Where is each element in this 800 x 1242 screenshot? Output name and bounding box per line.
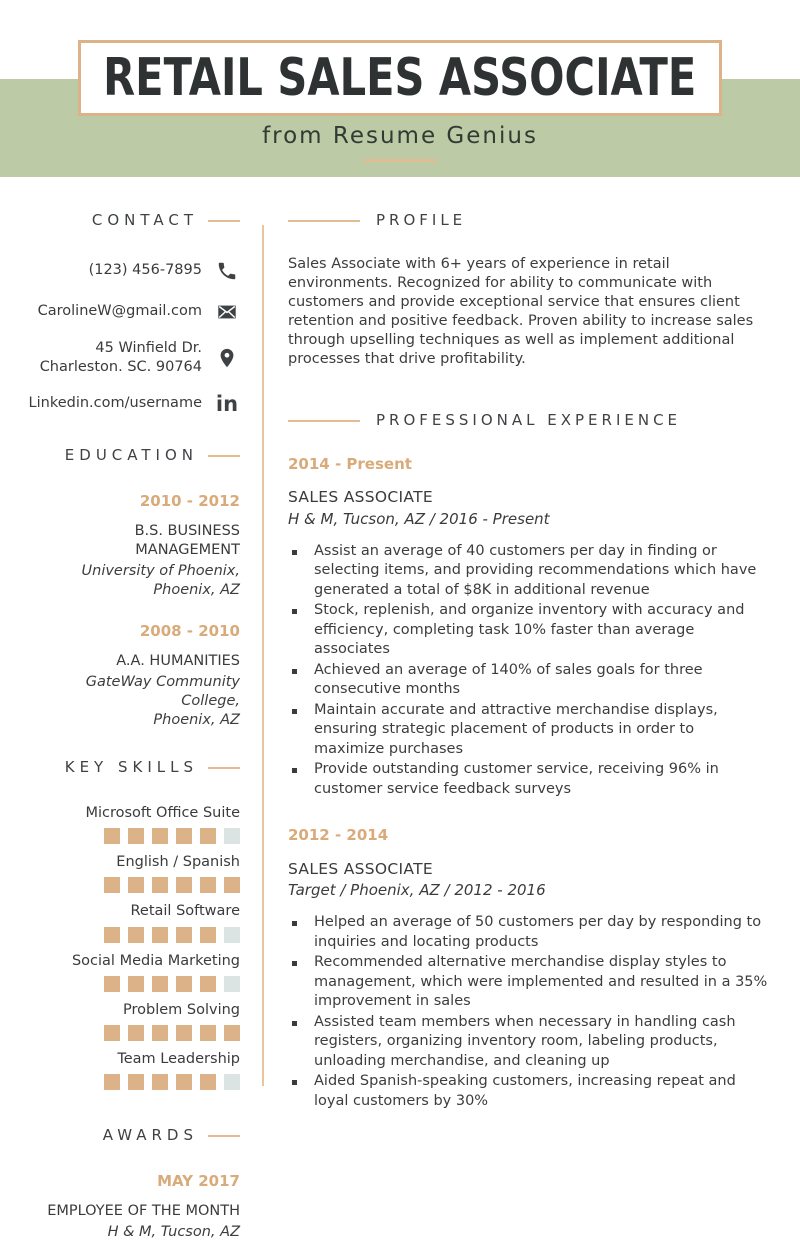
- education-entry: [30, 622, 240, 730]
- content: [0, 177, 800, 1240]
- jobs-list: [288, 455, 768, 1112]
- skill-square-filled: [104, 877, 120, 893]
- contact-line: (123) 456-7895: [88, 262, 202, 279]
- education-heading: [30, 446, 240, 466]
- skill-square-filled: [200, 927, 216, 943]
- skill-square-filled: [128, 1074, 144, 1090]
- award-title: EMPLOYEE OF THE MONTH: [47, 1202, 240, 1219]
- education-school-line: University of Phoenix,: [81, 562, 240, 579]
- header-subtitle: from Resume Genius: [262, 123, 538, 149]
- education-heading-label: EDUCATION: [64, 446, 198, 465]
- education-school-line: Phoenix, AZ: [153, 712, 240, 729]
- job-bullet: Helped an average of 50 customers per day by responding to inquiries and locating products: [288, 913, 768, 952]
- skill-label: Team Leadership: [117, 1050, 240, 1067]
- heading-dash: [208, 767, 240, 769]
- education-school: [30, 673, 240, 730]
- location-icon: [214, 345, 240, 371]
- contact-item: [30, 257, 240, 285]
- skill-square-filled: [176, 976, 192, 992]
- award-entry: [30, 1172, 240, 1242]
- skill-square-filled: [128, 828, 144, 844]
- subtitle-divider: [364, 159, 436, 162]
- skill-label: Microsoft Office Suite: [85, 805, 240, 822]
- skill-square-filled: [128, 877, 144, 893]
- award-date: MAY 2017: [157, 1171, 240, 1190]
- contact-line: Linkedin.com/username: [28, 395, 202, 412]
- phone-icon: [214, 258, 240, 284]
- job-bullet: Assisted team members when necessary in handling cash registers, organizing inventory room, labeling products, unloading merchandise, and cleaning up: [288, 1013, 768, 1072]
- contact-heading: [30, 211, 240, 231]
- skill-level-squares: [30, 828, 240, 844]
- header: [0, 0, 800, 177]
- skill-square-filled: [176, 877, 192, 893]
- skill-square-filled: [224, 1025, 240, 1041]
- job-bullet: Stock, replenish, and organize inventory with accuracy and efficiency, completing task 10% faster than average associates: [288, 601, 768, 660]
- skills-list: [30, 804, 240, 1090]
- education-dates: 2010 - 2012: [139, 491, 240, 510]
- job-bullet: Aided Spanish-speaking customers, increasing repeat and loyal customers by 30%: [288, 1072, 768, 1111]
- email-icon: [214, 299, 240, 325]
- contact-heading-label: CONTACT: [91, 211, 198, 229]
- skill-square-filled: [176, 1025, 192, 1041]
- contact-line: CarolineW@gmail.com: [37, 303, 202, 320]
- skill-square-filled: [176, 828, 192, 844]
- experience-heading-label: PROFESSIONAL EXPERIENCE: [376, 410, 682, 429]
- heading-dash: [208, 1135, 240, 1137]
- contact-item: [30, 390, 240, 418]
- skills-heading-label: KEY SKILLS: [64, 758, 198, 777]
- awards-list: [30, 1172, 240, 1242]
- skill-square-filled: [176, 1074, 192, 1090]
- education-school-line: Phoenix, AZ: [153, 582, 240, 599]
- heading-dash: [288, 220, 360, 222]
- skill-square-filled: [152, 877, 168, 893]
- skill-square-empty: [224, 828, 240, 844]
- contact-text: [40, 339, 202, 377]
- skill-level-squares: [30, 1074, 240, 1090]
- skill-square-filled: [128, 927, 144, 943]
- skill-label: English / Spanish: [116, 854, 240, 871]
- skill-square-filled: [200, 976, 216, 992]
- job-bullet: Maintain accurate and attractive merchandise displays, ensuring strategic placement of products in order to maximize purchases: [288, 701, 768, 760]
- job-entry: [288, 455, 768, 800]
- profile-text: Sales Associate with 6+ years of experience in retail environments. Recognized for ability to communicate with customers and provide exceptional service that ensures client retention and positive feedback. Proven ability to increase sales through upselling techniques as well as implement additional processes that drive profitability.: [288, 255, 754, 367]
- job-bullet: Provide outstanding customer service, receiving 96% in customer service feedback surveys: [288, 760, 768, 799]
- skill-item: [30, 1050, 240, 1090]
- skill-item: [30, 853, 240, 893]
- heading-dash: [208, 220, 240, 222]
- contact-line: Charleston. SC. 90764: [39, 358, 202, 375]
- education-school: [30, 562, 240, 600]
- skill-square-filled: [200, 828, 216, 844]
- linkedin-icon: in: [215, 391, 239, 416]
- skill-item: [30, 1001, 240, 1041]
- heading-dash: [208, 455, 240, 457]
- profile-heading: [288, 211, 768, 231]
- skill-square-filled: [104, 828, 120, 844]
- job-bullets: [288, 913, 768, 1111]
- education-dates: 2008 - 2010: [139, 622, 240, 641]
- skill-square-empty: [224, 976, 240, 992]
- job-title: SALES ASSOCIATE: [288, 488, 433, 507]
- skill-square-filled: [200, 1074, 216, 1090]
- award-org: H & M, Tucson, AZ: [107, 1223, 240, 1240]
- skills-heading: [30, 758, 240, 778]
- skill-item: [30, 804, 240, 844]
- job-dates: 2014 - Present: [288, 454, 412, 473]
- contact-list: [30, 257, 240, 418]
- contact-text: [29, 394, 202, 413]
- contact-section: [30, 211, 240, 418]
- title-box: [78, 40, 722, 116]
- skill-label: Social Media Marketing: [71, 952, 240, 969]
- skill-square-filled: [152, 927, 168, 943]
- job-dates: 2012 - 2014: [288, 826, 389, 845]
- skill-square-filled: [128, 976, 144, 992]
- skill-square-filled: [104, 1074, 120, 1090]
- education-section: [30, 446, 240, 730]
- skill-level-squares: [30, 976, 240, 992]
- page-title: RETAIL SALES ASSOCIATE: [103, 48, 697, 108]
- job-bullet: Assist an average of 40 customers per day in finding or selecting items, and providing recommendations which have generated a total of $8K in additional revenue: [288, 542, 768, 601]
- skill-square-filled: [152, 976, 168, 992]
- awards-heading: [30, 1126, 240, 1146]
- skill-square-filled: [104, 927, 120, 943]
- skill-square-filled: [200, 877, 216, 893]
- contact-item: [30, 339, 240, 377]
- skill-square-filled: [128, 1025, 144, 1041]
- experience-heading: [288, 411, 768, 431]
- skill-label: Problem Solving: [123, 1001, 240, 1018]
- education-school-line: GateWay Community College,: [85, 674, 240, 710]
- skill-square-filled: [200, 1025, 216, 1041]
- job-meta: H & M, Tucson, AZ / 2016 - Present: [288, 509, 550, 528]
- skill-square-filled: [104, 1025, 120, 1041]
- education-list: [30, 492, 240, 731]
- skill-level-squares: [30, 927, 240, 943]
- profile-heading-label: PROFILE: [376, 211, 467, 229]
- heading-dash: [288, 420, 360, 422]
- skill-square-filled: [104, 976, 120, 992]
- education-degree: A.A. HUMANITIES: [116, 652, 240, 669]
- contact-text: [89, 261, 202, 280]
- skill-item: [30, 952, 240, 992]
- skill-level-squares: [30, 1025, 240, 1041]
- skill-level-squares: [30, 877, 240, 893]
- education-degree: B.S. BUSINESS MANAGEMENT: [134, 522, 240, 558]
- job-bullets: [288, 542, 768, 800]
- job-bullet: Recommended alternative merchandise display styles to management, which were implemented and resulted in a 35% improvement in sales: [288, 953, 768, 1012]
- skill-square-filled: [176, 927, 192, 943]
- main-column: [264, 211, 768, 1132]
- job-title: SALES ASSOCIATE: [288, 859, 433, 878]
- education-entry: [30, 492, 240, 600]
- skill-square-filled: [152, 1025, 168, 1041]
- awards-heading-label: AWARDS: [102, 1125, 198, 1144]
- contact-line: 45 Winfield Dr.: [95, 339, 202, 356]
- skill-square-empty: [224, 1074, 240, 1090]
- skill-square-filled: [152, 1074, 168, 1090]
- sidebar: [28, 211, 240, 1240]
- skills-section: [30, 758, 240, 1090]
- skill-square-filled: [152, 828, 168, 844]
- job-meta: Target / Phoenix, AZ / 2012 - 2016: [288, 881, 546, 900]
- skill-item: [30, 902, 240, 942]
- skill-label: Retail Software: [130, 903, 240, 920]
- awards-section: [30, 1126, 240, 1242]
- job-bullet: Achieved an average of 140% of sales goals for three consecutive months: [288, 661, 768, 700]
- experience-section: [288, 411, 768, 1111]
- contact-text: [38, 302, 202, 321]
- job-entry: [288, 826, 768, 1111]
- skill-square-empty: [224, 927, 240, 943]
- skill-square-filled: [224, 877, 240, 893]
- contact-item: [30, 298, 240, 326]
- profile-section: [288, 211, 768, 369]
